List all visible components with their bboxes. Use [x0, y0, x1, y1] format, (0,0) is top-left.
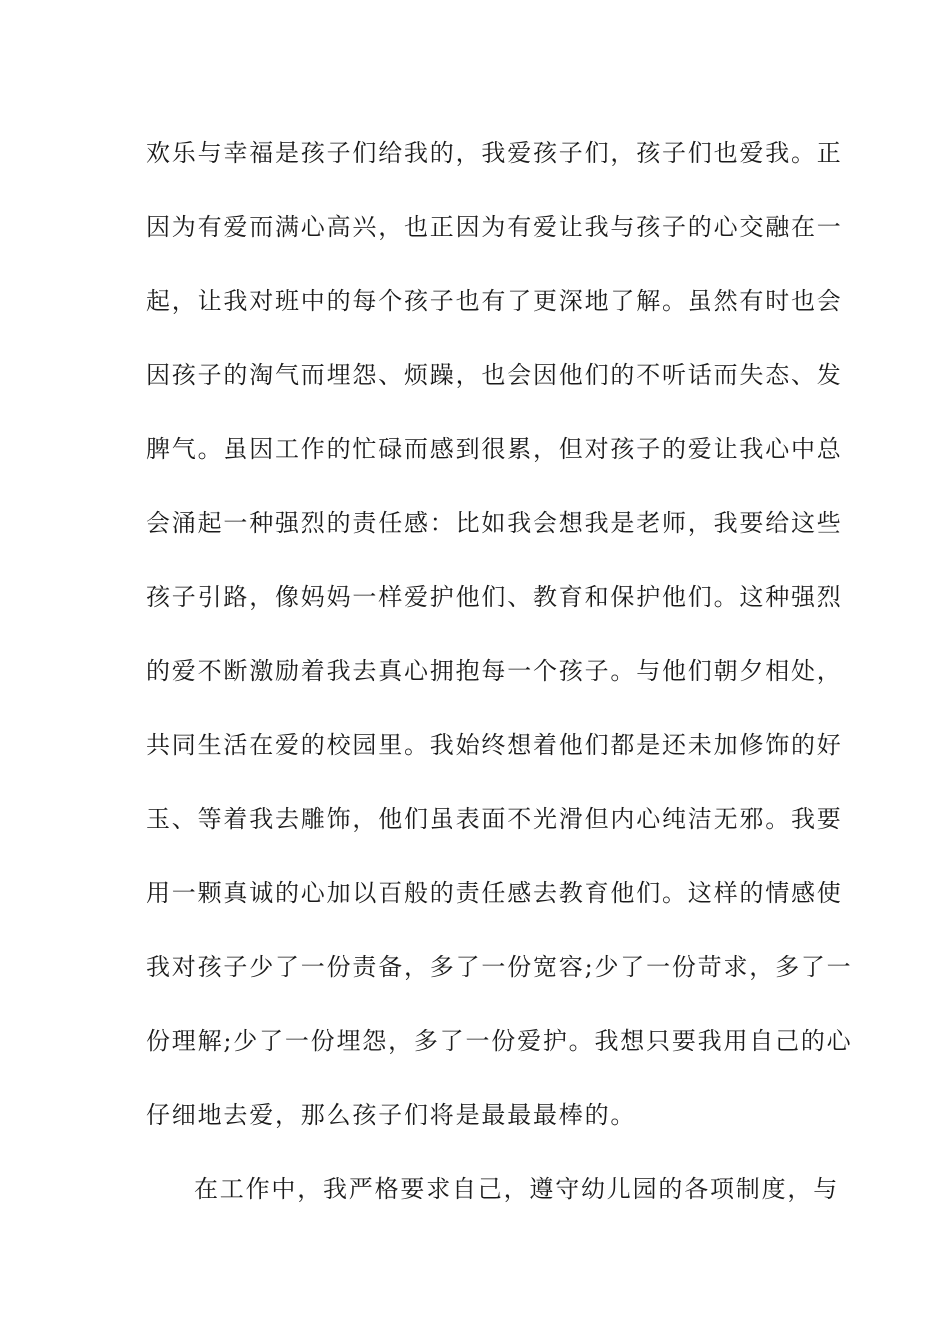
text-line: 孩子引路，像妈妈一样爱护他们、教育和保护他们。这种强烈 [146, 583, 843, 611]
text-line: 的爱不断激励着我去真心拥抱每一个孩子。与他们朝夕相处， [146, 657, 843, 685]
text-line: 用一颗真诚的心加以百般的责任感去教育他们。这样的情感使 [146, 879, 843, 907]
text-line: 共同生活在爱的校园里。我始终想着他们都是还未加修饰的好 [146, 731, 843, 759]
text-line: 玉、等着我去雕饰，他们虽表面不光滑但内心纯洁无邪。我要 [146, 805, 843, 833]
text-line: 起，让我对班中的每个孩子也有了更深地了解。虽然有时也会 [146, 287, 843, 315]
text-line: 因孩子的淘气而埋怨、烦躁，也会因他们的不听话而失态、发 [146, 361, 843, 389]
text-line: 份理解;少了一份埋怨，多了一份爱护。我想只要我用自己的心 [146, 1027, 853, 1055]
paragraph-start-line: 在工作中，我严格要求自己，遵守幼儿园的各项制度，与 [194, 1175, 839, 1203]
text-line: 因为有爱而满心高兴，也正因为有爱让我与孩子的心交融在一 [146, 213, 843, 241]
text-line: 脾气。虽因工作的忙碌而感到很累，但对孩子的爱让我心中总 [146, 435, 843, 463]
text-line: 欢乐与幸福是孩子们给我的，我爱孩子们，孩子们也爱我。正 [146, 139, 843, 167]
body-text [146, 128, 853, 1238]
text-line: 会涌起一种强烈的责任感：比如我会想我是老师，我要给这些 [146, 509, 843, 537]
text-line: 仔细地去爱，那么孩子们将是最最最棒的。 [146, 1101, 637, 1129]
text-line: 我对孩子少了一份责备，多了一份宽容;少了一份苛求，多了一 [146, 953, 853, 981]
